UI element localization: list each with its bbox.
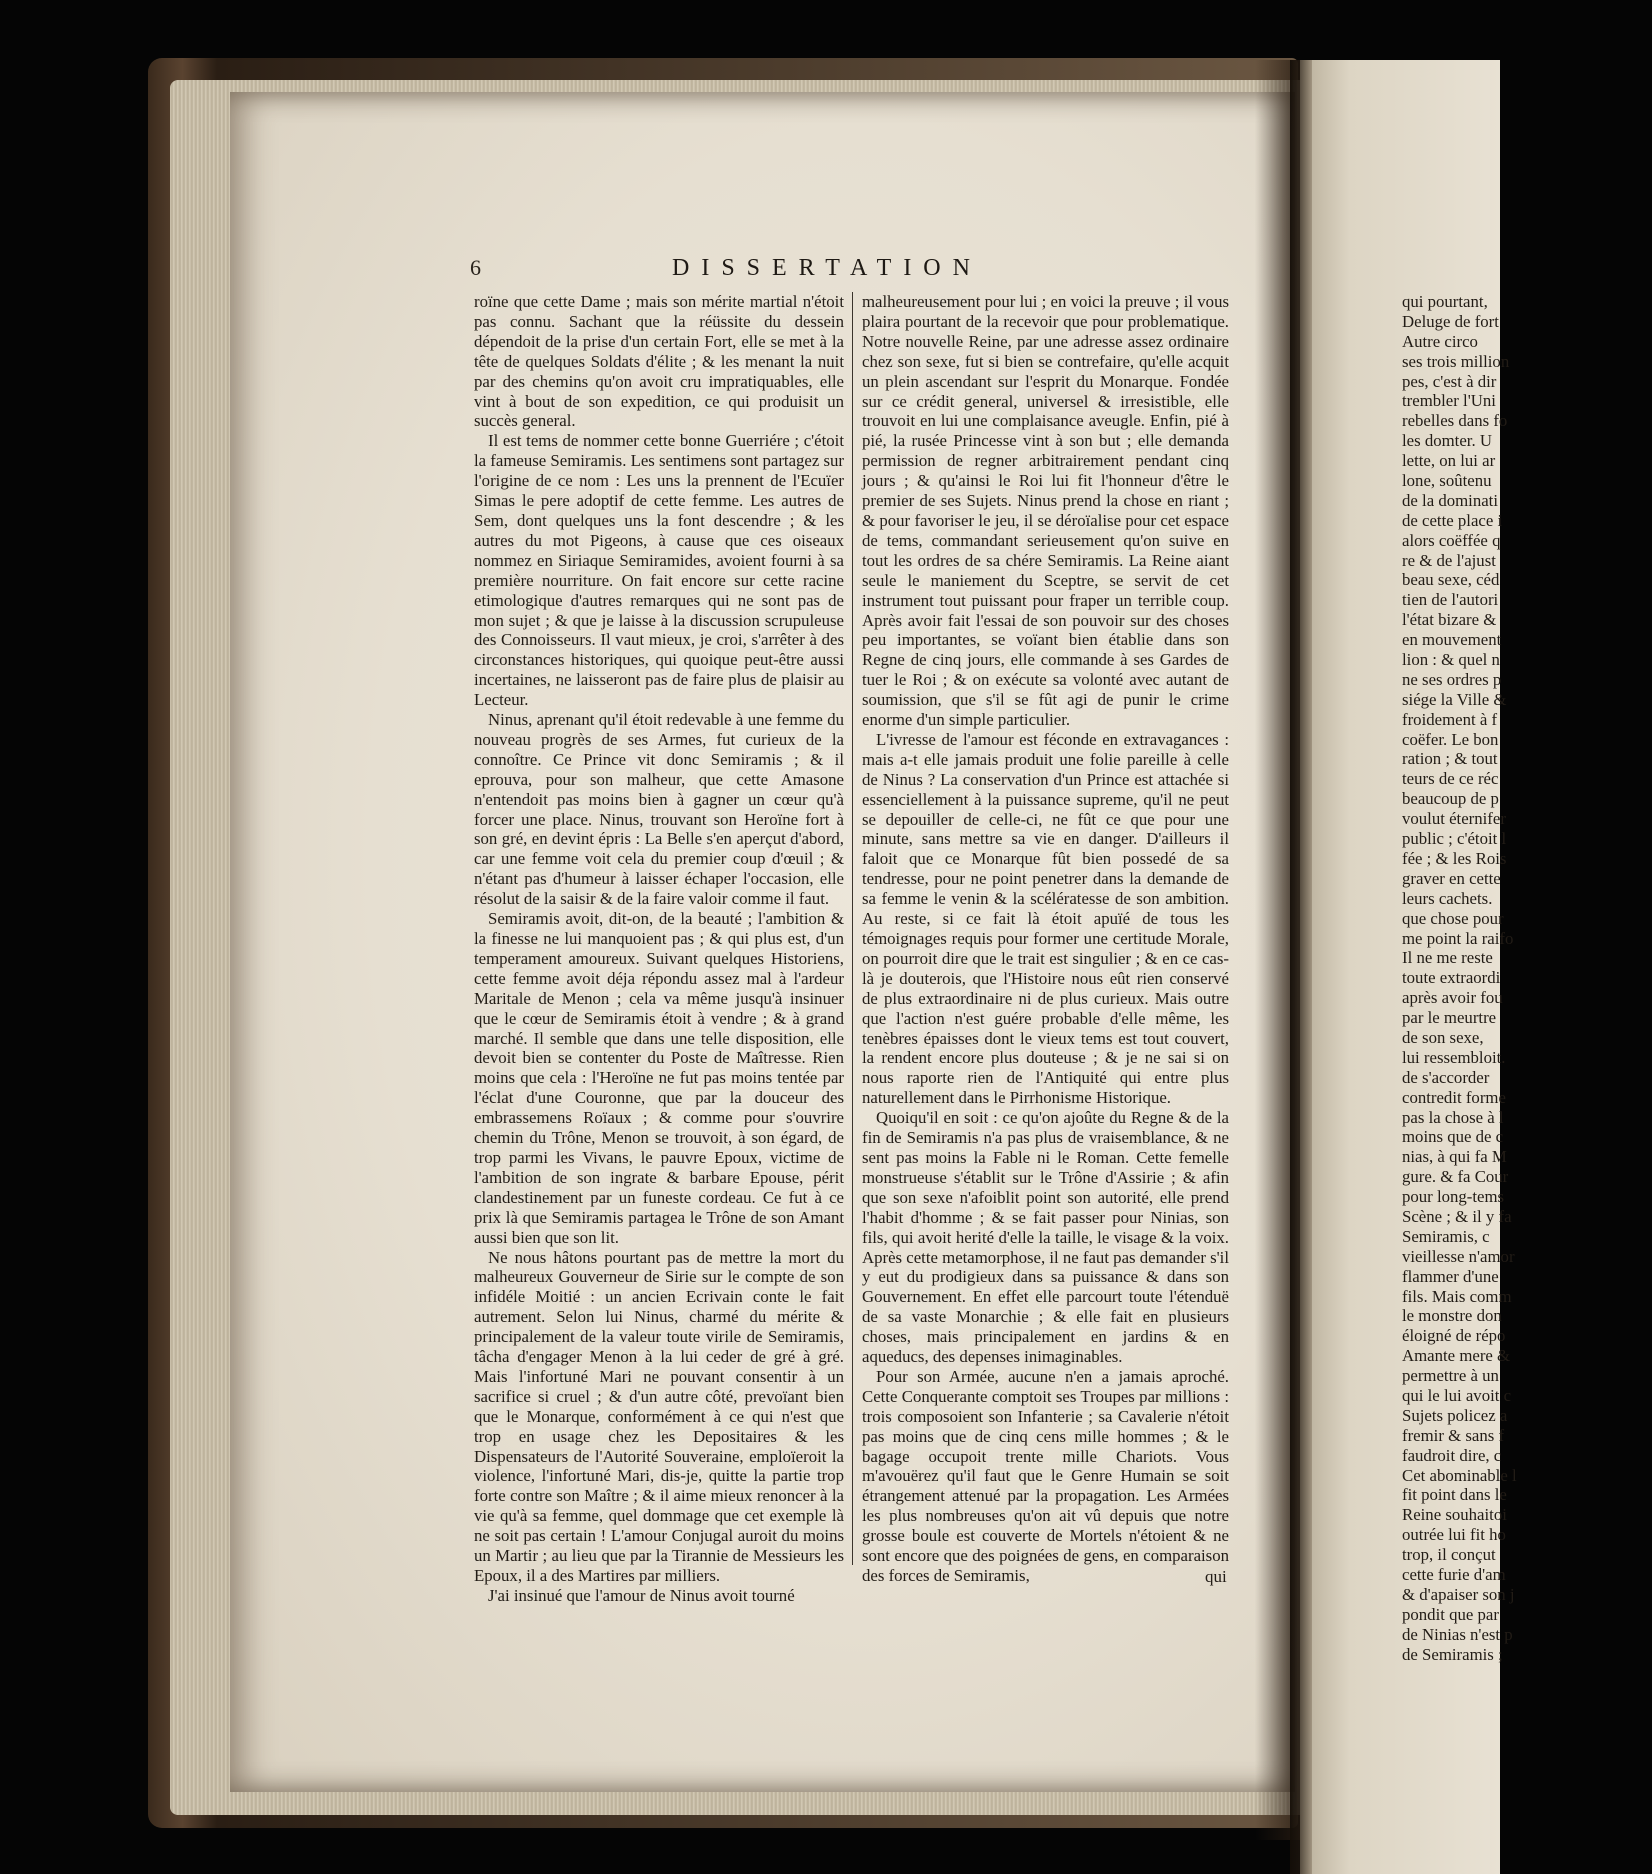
facing-page-line: faudroit dire, c (1402, 1445, 1502, 1465)
facing-page-line: gure. & fa Cour (1402, 1167, 1509, 1187)
facing-page-line: teurs de ce réc (1402, 769, 1499, 789)
page-number: 6 (470, 255, 481, 280)
paragraph: Quoiqu'il en soit : ce qu'on ajoûte du Regne & de la fin de Semiramis n'a pas plus de vraisemblance, & ne sent pas moins la Fable ni le Roman. Cette femelle monstrueuse s'établit sur le Trône d'Assirie ; & afin que son sexe n'afoiblit point son autorité, elle prend l'habit d'homme ; & se fait passer pour Ninias, son fils, qui avoit herité d'elle la taille, le visage & la voix. Après cette metamorphose, il ne faut pas demander s'il y eut du prodigieux dans sa puissance & dans son Gouvernement. En effet elle parcourt toute l'étenduë de sa vaste Monarchie ; & elle fait en plusieurs choses, mais principalement en jardins & en aqueducs, des depenses inimaginables. (862, 1108, 1229, 1367)
facing-page-line: re & de l'ajust (1402, 550, 1496, 570)
facing-page-line: que chose pour (1402, 908, 1504, 928)
facing-page-line: permettre à un (1402, 1366, 1499, 1386)
facing-page-line: pes, c'est à dir (1402, 371, 1497, 391)
paragraph: malheureusement pour lui ; en voici la preuve ; il vous plaira pourtant de la recevoir que pour problematique. Notre nouvelle Reine, par une adresse assez ordinaire chez son sexe, fut si bien se contrefaire, qu'elle acquit un plein ascendant sur l'esprit du Monarque. Fondée sur ce crédit general, universel & irresistible, elle trouvoit en lui une complaisance aveugle. Enfin, pié à pié, la rusée Princesse vint à son but ; elle demanda permission de regner arbitrairement pendant cinq jours ; & qu'ainsi le Roi lui fit l'honneur d'être le premier de ses Sujets. Ninus prend la chose en riant ; & pour favoriser le jeu, il se déroïalise pour cet espace de tems, commandant serieusement qu'on suive en tout les ordres de sa chére Semiramis. La Reine aiant seule le maniement du Sceptre, se servit de cet instrument tout puissant pour fraper un terrible coup. Après avoir fait l'essai de son pouvoir sur des choses peu importantes, se voïant bien établie dans son Regne de cinq jours, elle commande à ses Gardes de tuer le Roi ; & on exécute sa volonté avec autant de soumission, que s'il se fût agi de punir le crime enorme d'un simple particulier. (862, 292, 1229, 730)
facing-page-line: contredit forme (1402, 1087, 1506, 1107)
facing-page-line: alors coëffée q (1402, 530, 1501, 550)
facing-page-line: graver en cette (1402, 868, 1501, 888)
paragraph: Ne nous hâtons pourtant pas de mettre la mort du malheureux Gouverneur de Sirie sur le compte de son infidéle Moitié : un ancien Ecrivain conte le fait autrement. Selon lui Ninus, charmé du mérite & principalement de la valeur toute virile de Semiramis, tâcha d'engager Menon à la lui ceder de gré à gré. Mais l'infortuné Mari ne pouvant consentir à un sacrifice si cruel ; & d'un autre côté, prevoïant bien que le Monarque, conformément à ce qui n'est que trop en usage chez les Depositaires & les Dispensateurs de l'Autorité Souveraine, emploïeroit la violence, l'infortuné Mari, dis-je, quitte la partie trop forte contre son Maître ; & il aime mieux renoncer à la vie qu'à sa femme, quel dommage que cet exemple là ne soit pas certain ! L'amour Conjugal auroit du moins un Martir ; au lieu que par la Tirannie de Messieurs les Epoux, il a des Martires par milliers. (474, 1247, 844, 1585)
page-title: DISSERTATION (672, 255, 982, 281)
catchword: qui (1205, 1567, 1227, 1586)
paragraph: Il est tems de nommer cette bonne Guerriére ; c'étoit la fameuse Semiramis. Les sentimens sont partagez sur l'origine de ce nom : Les uns la prennent de l'Ecuïer Simas le pere adoptif de cette femme. Les autres de Sem, dont quelques uns la font descendre ; & les autres du mot Pigeons, à cause que ces oiseaux nommez en Siriaque Semiramides, avoient fourni à sa première nourriture. On fait encore sur cette racine etimologique d'autres remarques qui ne sont pas de mon sujet ; & que je laisse à la discussion scrupuleuse des Connoisseurs. Il vaut mieux, je croi, s'arrêter à des circonstances historiques, qui quoique peut-être aussi incertaines, ne laisseront pas de faire plus de plaisir au Lecteur. (474, 431, 845, 710)
running-head (0, 255, 1500, 287)
facing-page-line: de cette place i (1402, 510, 1503, 530)
facing-page-line: fit point dans le (1402, 1485, 1507, 1505)
column-divider (852, 292, 853, 1565)
facing-page-line: de s'accorder (1402, 1067, 1490, 1087)
facing-page-line: trembler l'Uni (1402, 391, 1496, 411)
facing-page-line: lone, soûtenu (1402, 471, 1492, 491)
facing-page-line: par le meurtre (1402, 1008, 1497, 1028)
facing-page-line: pondit que par (1402, 1604, 1499, 1624)
facing-page-line: fée ; & les Rois (1402, 848, 1507, 868)
facing-page-line: & d'apaiser son j (1402, 1584, 1515, 1604)
facing-page-line: éloigné de répo (1402, 1326, 1506, 1346)
right-text-column (862, 292, 1229, 1586)
paragraph: roïne que cette Dame ; mais son mérite martial n'étoit pas connu. Sachant que la réüssite du dessein dépendoit de la prise d'un certain Fort, elle se met à la tête de quelques Soldats d'élite ; & les menant la nuit par des chemins qu'on avoit cru impratiquables, elle vint à bout de son expedition, ce qui produisit un succès general. (474, 292, 844, 431)
facing-page-line: Scène ; & il y fa (1402, 1206, 1512, 1226)
paragraph: Pour son Armée, aucune n'en a jamais aproché. Cette Conquerante comptoit ses Troupes par millions : trois composoient son Infanterie ; sa Cavalerie n'étoit pas moins que de cinq cens mille hommes ; & le bagage occupoit trente mille Chariots. Vous m'avouërez qu'il faut que le Genre Humain se soit étrangement attenué par la propagation. Les Armées les plus nombreuses qu'on ait vû depuis que notre grosse boule est couverte de Mortels n'étoient & ne sont encore que des poignées de gens, en comparaison des forces de Semiramis, (862, 1366, 1229, 1585)
facing-page-line: l'état bizare & (1402, 610, 1497, 630)
facing-page-line: le monstre don (1402, 1306, 1502, 1326)
facing-page-line: leurs cachets. (1402, 888, 1493, 908)
facing-page-line: Il ne me reste (1402, 948, 1493, 968)
facing-page-line: les domter. U (1402, 431, 1492, 451)
facing-page-line: qui pourtant, (1402, 292, 1488, 311)
paragraph: L'ivresse de l'amour est féconde en extravagances : mais a-t elle jamais produit une folie pareille à celle de Ninus ? La conservation d'un Prince est attachée si essenciellement à la puissance supreme, qu'il ne peut se depouiller de celle-ci, ne fût ce que pour une minute, sans mettre sa vie en danger. D'ailleurs il faloit que ce Monarque fût bien possedé de sa tendresse, pour ne point penetrer dans la demande de sa femme le venin & la scélératesse de son ambition. Au reste, si ce fait là étoit apuïé de tous les témoignages requis pour former une certitude Morale, on pourroit dire que le trait est singulier ; & en ce cas-là je douterois, que l'Histoire nous eût rien conservé de plus extraordinaire ni de plus curieux. Mais outre que l'action n'est guére probable d'elle même, les tenèbres épaisses dont le vieux tems est tout couvert, la rendent encore plus douteuse ; & je ne sai si on nous raporte rien de l'Antiquité qui entre plus naturellement dans le Pirrhonisme Historique. (862, 729, 1229, 1108)
left-text-column (474, 292, 844, 1606)
facing-page-line: de la dominati (1402, 490, 1499, 510)
facing-page-line: Cet abominable l (1402, 1465, 1517, 1485)
facing-page-line: pas la chose à l (1402, 1107, 1504, 1127)
facing-page-line: tien de l'autori (1402, 590, 1499, 610)
facing-page-line: public ; c'étoit l (1402, 829, 1507, 849)
facing-page-line: de Semiramis ; (1402, 1644, 1503, 1664)
facing-page-line: voulut éternifer (1402, 809, 1506, 829)
facing-page-line: siége la Ville & (1402, 689, 1507, 709)
facing-page-line: froidement à f (1402, 709, 1498, 729)
facing-page-line: beaucoup de p (1402, 789, 1499, 809)
facing-page-line: après avoir fou (1402, 988, 1503, 1008)
facing-page-line: Deluge de fort (1402, 311, 1499, 331)
facing-page-line: flammer d'une (1402, 1266, 1499, 1286)
facing-page-line: qui le lui avoit c (1402, 1385, 1512, 1405)
paragraph: Semiramis avoit, dit-on, de la beauté ; l'ambition & la finesse ne lui manquoient pas ; & qui plus est, d'un temperament amoureux. Suivant quelques Historiens, cette femme avoit déja répondu assez mal à l'ardeur Maritale de Menon ; cela va même jusqu'à insinuer que le cœur de Semiramis étoit à vendre ; & à grand marché. Il semble que dans une telle disposition, elle devoit bien se contenter du Poste de Maîtresse. Rien moins que cela : l'Heroïne ne fut pas moins tentée par l'éclat d'une Couronne, que par la douceur des embrassemens Roïaux ; & comme pour s'ouvrire chemin du Trône, Menon se trouvoit, à son égard, de trop parmi les Vivans, le pauvre Epoux, victime de l'ambition de son ingrate & barbare Epouse, périt clandestinement par un funeste cordeau. Ce fut à ce prix là que Semiramis partagea le Trône de son Amant aussi bien que son lit. (474, 909, 844, 1247)
facing-page-line: me point la raifo (1402, 928, 1514, 948)
facing-page-line: rebelles dans fo (1402, 411, 1508, 431)
page-fold (1290, 60, 1312, 1874)
facing-page-line: coëfer. Le bon (1402, 729, 1499, 749)
facing-page-line: moins que de c (1402, 1127, 1504, 1147)
facing-page-line: Reine souhaitoi (1402, 1505, 1507, 1525)
facing-page-line: cette furie d'am (1402, 1565, 1506, 1584)
paragraph: J'ai insinué que l'amour de Ninus avoit tourné (488, 1585, 795, 1605)
facing-page-line: ne ses ordres p (1402, 669, 1502, 689)
facing-page-line: vieillesse n'amor (1402, 1246, 1515, 1266)
facing-page-line: ses trois million (1402, 351, 1510, 371)
facing-page-line: fremir & sans f (1402, 1425, 1505, 1445)
facing-page-line: nias, à qui fa M (1402, 1147, 1507, 1167)
facing-page-line: ration ; & tout (1402, 749, 1498, 769)
facing-page-line: pour long-tems (1402, 1187, 1505, 1207)
facing-page-line: beau sexe, céd (1402, 570, 1500, 590)
paragraph: Ninus, aprenant qu'il étoit redevable à une femme du nouveau progrès de ses Armes, fut curieux de la connoître. Ce Prince vit donc Semiramis ; & il eprouva, pour son malheur, que cette Amasone n'entendoit pas moins bien à gagner un cœur qu'à forcer une place. Ninus, trouvant son Heroïne fort à son gré, en devint épris : La Belle s'en aperçut d'abord, car une femme voit cela du premier coup d'œuil ; & n'étant pas d'humeur à laisser échaper l'occasion, elle résolut de la saisir & de la faire valoir comme il faut. (474, 710, 844, 909)
facing-page-line: fils. Mais comm (1402, 1286, 1512, 1306)
facing-page-line: Autre circo (1402, 331, 1478, 351)
facing-page-line: de Ninias n'est p (1402, 1624, 1513, 1644)
facing-page-line: outrée lui fit ho (1402, 1525, 1506, 1545)
facing-page-line: lion : & quel n (1402, 650, 1500, 670)
facing-page-line: Semiramis, c (1402, 1226, 1490, 1246)
facing-page-line: Sujets policez a (1402, 1405, 1508, 1425)
facing-page-text (1402, 292, 1652, 1664)
facing-page-line: Amante mere & (1402, 1346, 1511, 1366)
facing-page-line: trop, il conçut (1402, 1545, 1496, 1565)
facing-page-line: toute extraordi (1402, 968, 1501, 988)
facing-page-line: lette, on lui ar (1402, 451, 1496, 471)
facing-page-line: de son sexe, (1402, 1027, 1484, 1047)
facing-page-line: en mouvement (1402, 630, 1502, 650)
facing-page-line: lui ressembloit. (1402, 1047, 1506, 1067)
